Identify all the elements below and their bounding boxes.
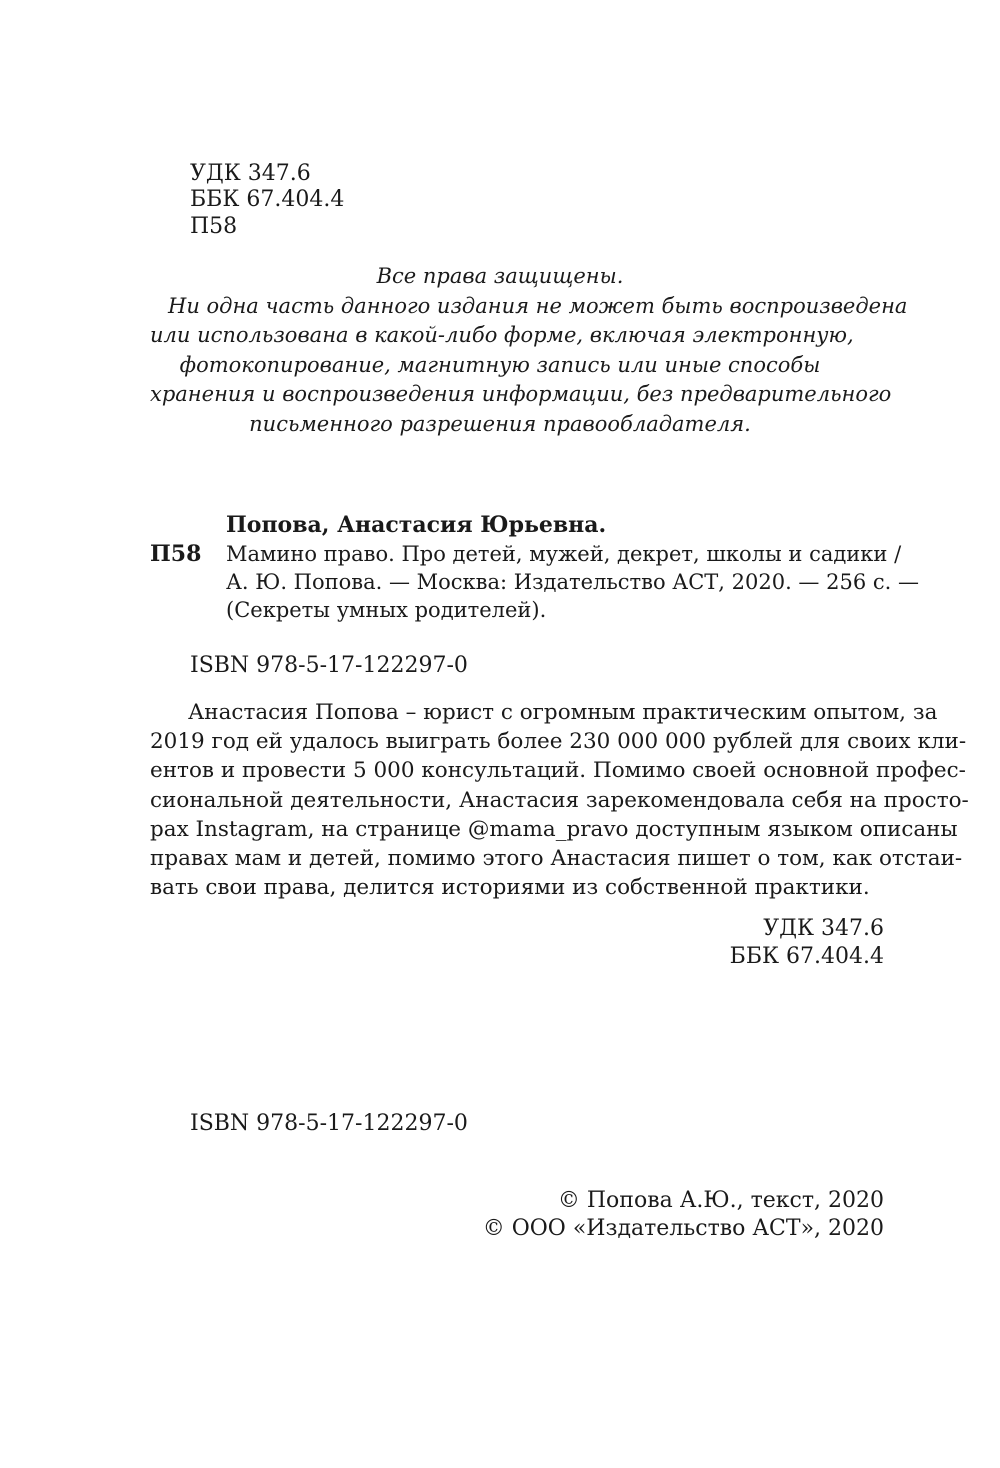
- annotation-line: вать свои права, делится историями из собственной практики.: [150, 875, 870, 901]
- rights-notice: [150, 262, 908, 439]
- bbk-code-bottom: ББК 67.404.4: [729, 944, 884, 969]
- bbk-code: ББК 67.404.4: [190, 187, 345, 212]
- title-line: А. Ю. Попова. — Москва: Издательство АСТ, 2020. — 256 с. —: [226, 570, 919, 594]
- isbn-bottom: ISBN 978-5-17-122297-0: [190, 1111, 468, 1136]
- rights-line: фотокопирование, магнитную запись или иные способы: [179, 352, 821, 377]
- record-author-mark: П58: [150, 541, 202, 567]
- annotation-line: 2019 год ей удалось выиграть более 230 000 000 рублей для своих кли-: [150, 729, 967, 755]
- isbn: ISBN 978-5-17-122297-0: [190, 653, 468, 678]
- author-mark: П58: [190, 214, 238, 239]
- rights-line: Все права защищены.: [376, 264, 624, 288]
- udk-code-bottom: УДК 347.6: [763, 916, 884, 941]
- annotation-line: правах мам и детей, помимо этого Анастасия пишет о том, как отстаи-: [150, 846, 963, 872]
- annotation-line: Анастасия Попова – юрист с огромным практическим опытом, за: [188, 700, 938, 725]
- title-line: Мамино право. Про детей, мужей, декрет, школы и садики /: [226, 542, 902, 566]
- annotation-paragraph: [150, 698, 969, 902]
- annotation-line: ентов и провести 5 000 консультаций. Помимо своей основной профес-: [150, 758, 966, 784]
- rights-line: или использована в какой-либо форме, включая электронную,: [150, 323, 854, 347]
- annotation-line: рах Instagram, на странице @mama_pravo доступным языком описаны: [150, 816, 958, 842]
- udk-code: УДК 347.6: [190, 161, 311, 186]
- rights-line: письменного разрешения правообладателя.: [249, 411, 751, 436]
- rights-line: хранения и воспроизведения информации, без предварительного: [150, 382, 892, 406]
- series-line: (Секреты умных родителей).: [226, 598, 547, 622]
- annotation-line: сиональной деятельности, Анастасия зарекомендовала себя на просто-: [150, 787, 969, 813]
- author-name: Попова, Анастасия Юрьевна.: [226, 512, 607, 538]
- rights-line: Ни одна часть данного издания не может быть воспроизведена: [168, 293, 908, 318]
- copyright-author: © Попова А.Ю., текст, 2020: [557, 1188, 884, 1213]
- copyright-publisher: © ООО «Издательство АСТ», 2020: [482, 1216, 884, 1241]
